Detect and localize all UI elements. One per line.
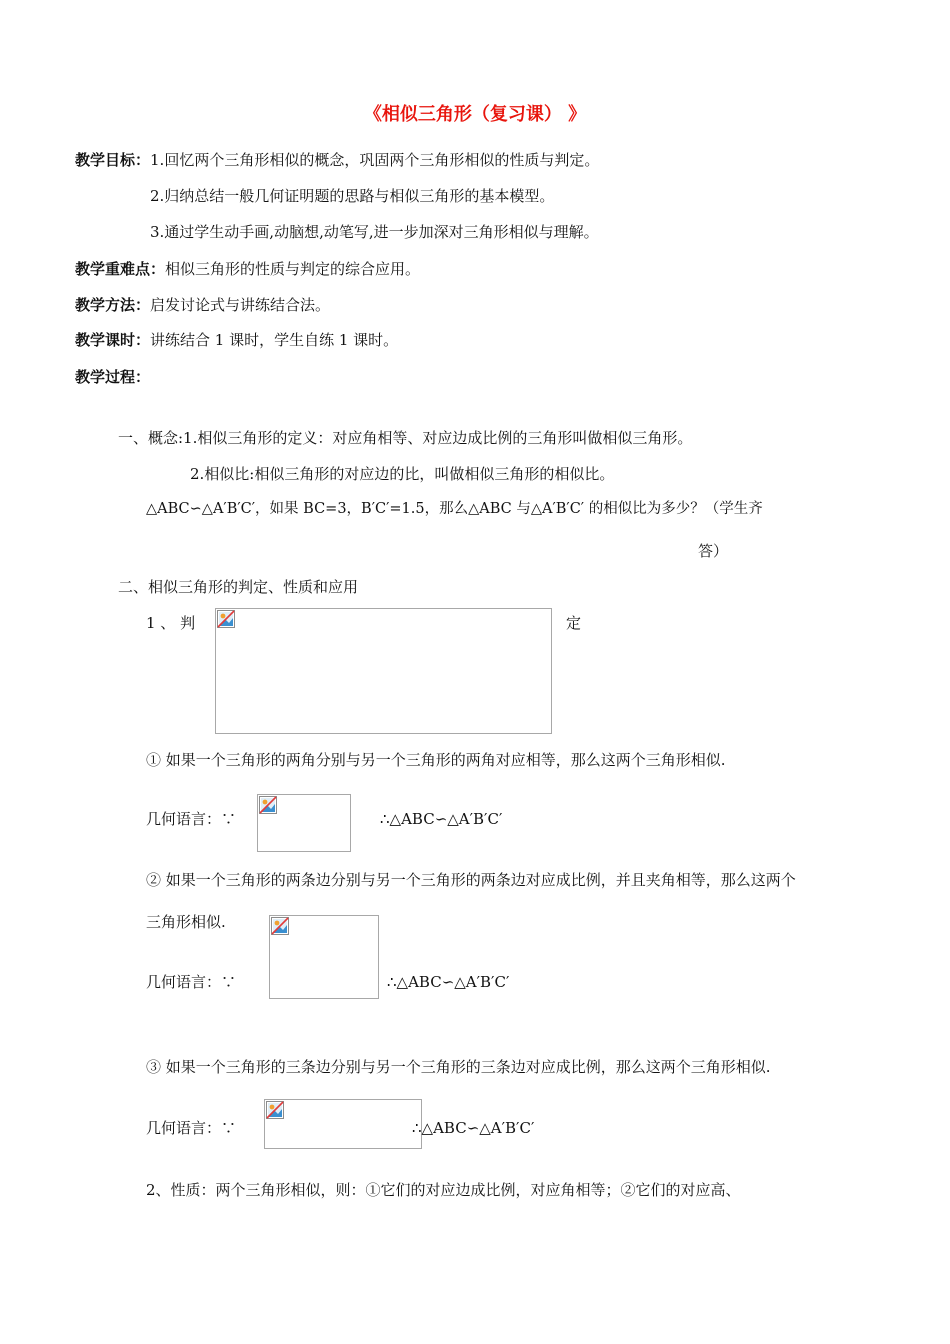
sub1-right-text: 定 (566, 614, 582, 632)
broken-image-icon (271, 917, 289, 935)
geometry-language-label-1: 几何语言：∵ (146, 810, 237, 828)
concept-question: △ABC∽△A′B′C′，如果 BC=3，B′C′=1.5，那么△ABC 与△A′B′C′ 的相似比为多少？（学生齐 (146, 501, 763, 517)
concept-line-2: 2.相似比:相似三角形的对应边的比，叫做相似三角形的相似比。 (190, 465, 615, 483)
concept-line-1: 一、概念:1.相似三角形的定义：对应角相等、对应边成比例的三角形叫做相似三角形。 (118, 429, 693, 447)
therefore-3: ∴△ABC∽△A′B′C′ (412, 1119, 535, 1137)
image-placeholder-1 (215, 608, 552, 734)
hours-label: 教学课时： (75, 331, 151, 349)
goals-label: 教学目标： (75, 151, 151, 169)
sub1-left-text: 1 、 判 (146, 614, 196, 632)
key-points-line (75, 259, 420, 279)
concept-question-end: 答） (698, 542, 729, 560)
goals-item-3: 3.通过学生动手画,动脑想,动笔写,进一步加深对三角形相似与理解。 (150, 223, 599, 241)
rule-2-line-1: ② 如果一个三角形的两条边分别与另一个三角形的两条边对应成比例，并且夹角相等，那么这两个 (146, 871, 796, 889)
therefore-2: ∴△ABC∽△A′B′C′ (387, 973, 510, 991)
rule-1: ① 如果一个三角形的两角分别与另一个三角形的两角对应相等，那么这两个三角形相似. (146, 751, 726, 769)
hours-line (75, 330, 398, 350)
image-placeholder-2 (257, 794, 351, 852)
method-label: 教学方法： (75, 296, 151, 314)
goals-item-1: 1.回忆两个三角形相似的概念，巩固两个三角形相似的性质与判定。 (150, 151, 600, 169)
geometry-language-label-2: 几何语言：∵ (146, 973, 237, 991)
geometry-language-label-3: 几何语言：∵ (146, 1119, 237, 1137)
image-placeholder-4 (264, 1099, 422, 1149)
therefore-1: ∴△ABC∽△A′B′C′ (380, 810, 503, 828)
key-points-text: 相似三角形的性质与判定的综合应用。 (165, 260, 421, 278)
image-placeholder-3 (269, 915, 379, 999)
goals-line (75, 150, 599, 170)
process-label: 教学过程： (75, 368, 151, 386)
page-title: 《相似三角形（复习课） 》 (363, 104, 587, 125)
method-line (75, 295, 330, 315)
broken-image-icon (217, 610, 235, 628)
method-text: 启发讨论式与讲练结合法。 (150, 296, 331, 314)
property-line: 2、性质：两个三角形相似，则：①它们的对应边成比例，对应角相等；②它们的对应高、 (146, 1181, 741, 1199)
broken-image-icon (266, 1101, 284, 1119)
rule-2-line-2: 三角形相似. (146, 913, 226, 931)
broken-image-icon (259, 796, 277, 814)
hours-text: 讲练结合 1 课时，学生自练 1 课时。 (150, 331, 399, 349)
section2-heading: 二、相似三角形的判定、性质和应用 (118, 578, 359, 596)
key-points-label: 教学重难点： (75, 260, 166, 278)
rule-3: ③ 如果一个三角形的三条边分别与另一个三角形的三条边对应成比例，那么这两个三角形相似. (146, 1058, 771, 1076)
goals-item-2: 2.归纳总结一般几何证明题的思路与相似三角形的基本模型。 (150, 187, 555, 205)
